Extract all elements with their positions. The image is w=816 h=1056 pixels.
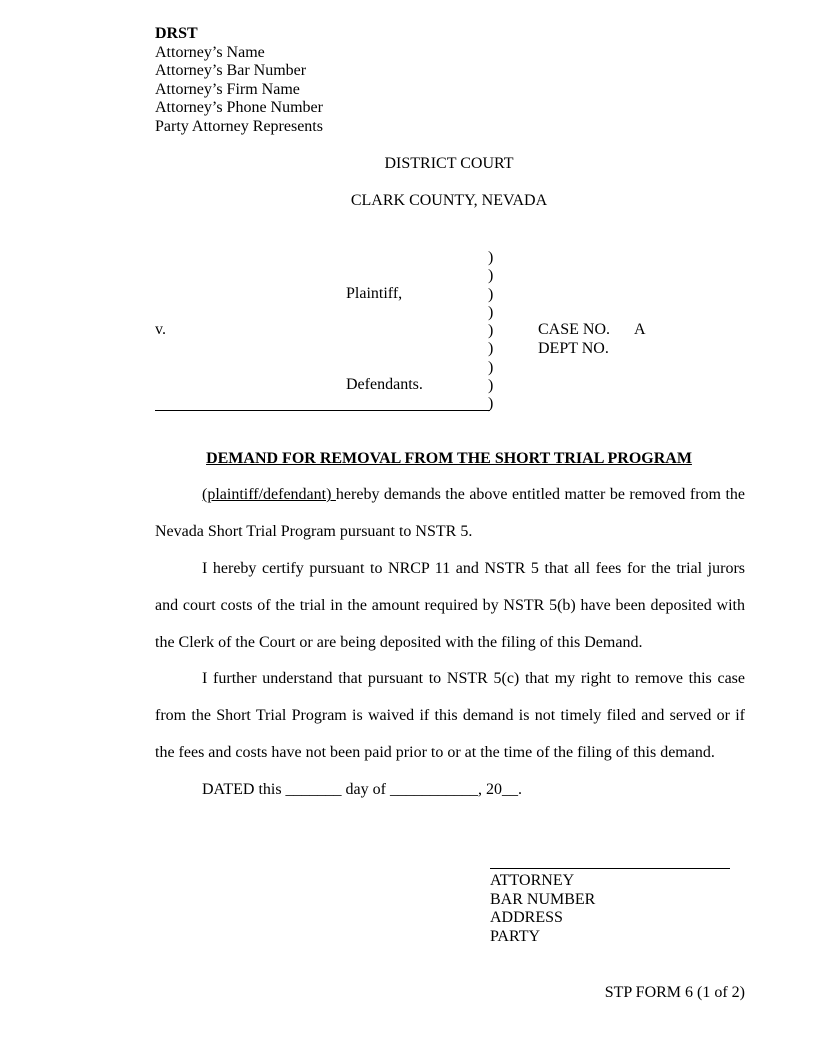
caption-parentheses bbox=[488, 249, 493, 414]
signature-party: PARTY bbox=[490, 927, 541, 945]
attorney-firm-name: Attorney’s Firm Name bbox=[155, 80, 300, 98]
versus-label: v. bbox=[155, 321, 166, 338]
case-no-label: CASE NO. bbox=[538, 321, 611, 338]
signature-attorney: ATTORNEY bbox=[490, 872, 575, 889]
form-footer: STP FORM 6 (1 of 2) bbox=[604, 984, 745, 1001]
dated-line: DATED this _______ day of ___________, 20__. bbox=[202, 781, 522, 798]
attorney-name: Attorney’s Name bbox=[155, 43, 265, 61]
defendants-label: Defendants. bbox=[346, 376, 423, 393]
paragraph-demand bbox=[155, 476, 745, 550]
case-no-value: A bbox=[634, 321, 646, 338]
signature-bar-number: BAR NUMBER bbox=[490, 890, 596, 908]
dept-no-label: DEPT NO. bbox=[538, 340, 609, 357]
plaintiff-label: Plaintiff, bbox=[346, 285, 403, 302]
paren: ) bbox=[488, 377, 494, 395]
attorney-header bbox=[155, 25, 323, 136]
paren: ) bbox=[488, 340, 494, 358]
form-code: DRST bbox=[155, 25, 198, 42]
paren: ) bbox=[488, 249, 494, 266]
party-attorney-represents: Party Attorney Represents bbox=[155, 117, 323, 135]
party-blank: (plaintiff/defendant) bbox=[202, 486, 336, 503]
paren: ) bbox=[488, 358, 494, 376]
signature-line bbox=[490, 868, 730, 869]
attorney-phone-number: Attorney’s Phone Number bbox=[155, 99, 323, 116]
court-county: CLARK COUNTY, NEVADA bbox=[350, 192, 548, 209]
signature-address: ADDRESS bbox=[490, 909, 563, 926]
caption-rule bbox=[155, 410, 490, 411]
paragraph-demand-text: hereby demands the above entitled matter be removed from the Nevada Short Trial Program pursuant to NSTR 5. bbox=[155, 486, 746, 540]
paren: ) bbox=[488, 267, 494, 285]
paragraph-certify bbox=[155, 550, 745, 661]
paragraph-understand-text: I further understand that pursuant to NSTR 5(c) that my right to remove this case from the Short Trial Program is waived if this demand is not timely filed and served or if the fees and costs have not been paid prior to or at the time of the filing of this demand. bbox=[155, 670, 745, 761]
paragraph-certify-text: I hereby certify pursuant to NRCP 11 and NSTR 5 that all fees for the trial jurors and court costs of the trial in the amount required by NSTR 5(b) have been deposited with the Clerk of the Court or are being deposited with the filing of this Demand. bbox=[155, 560, 745, 651]
paragraph-understand bbox=[155, 660, 745, 771]
document-title: DEMAND FOR REMOVAL FROM THE SHORT TRIAL PROGRAM bbox=[206, 450, 692, 467]
paren: ) bbox=[488, 285, 494, 303]
attorney-bar-number: Attorney’s Bar Number bbox=[155, 62, 307, 79]
paren: ) bbox=[488, 322, 494, 340]
paren: ) bbox=[488, 303, 494, 321]
court-name: DISTRICT COURT bbox=[384, 155, 514, 172]
paren: ) bbox=[488, 395, 494, 413]
signature-block bbox=[490, 872, 595, 946]
